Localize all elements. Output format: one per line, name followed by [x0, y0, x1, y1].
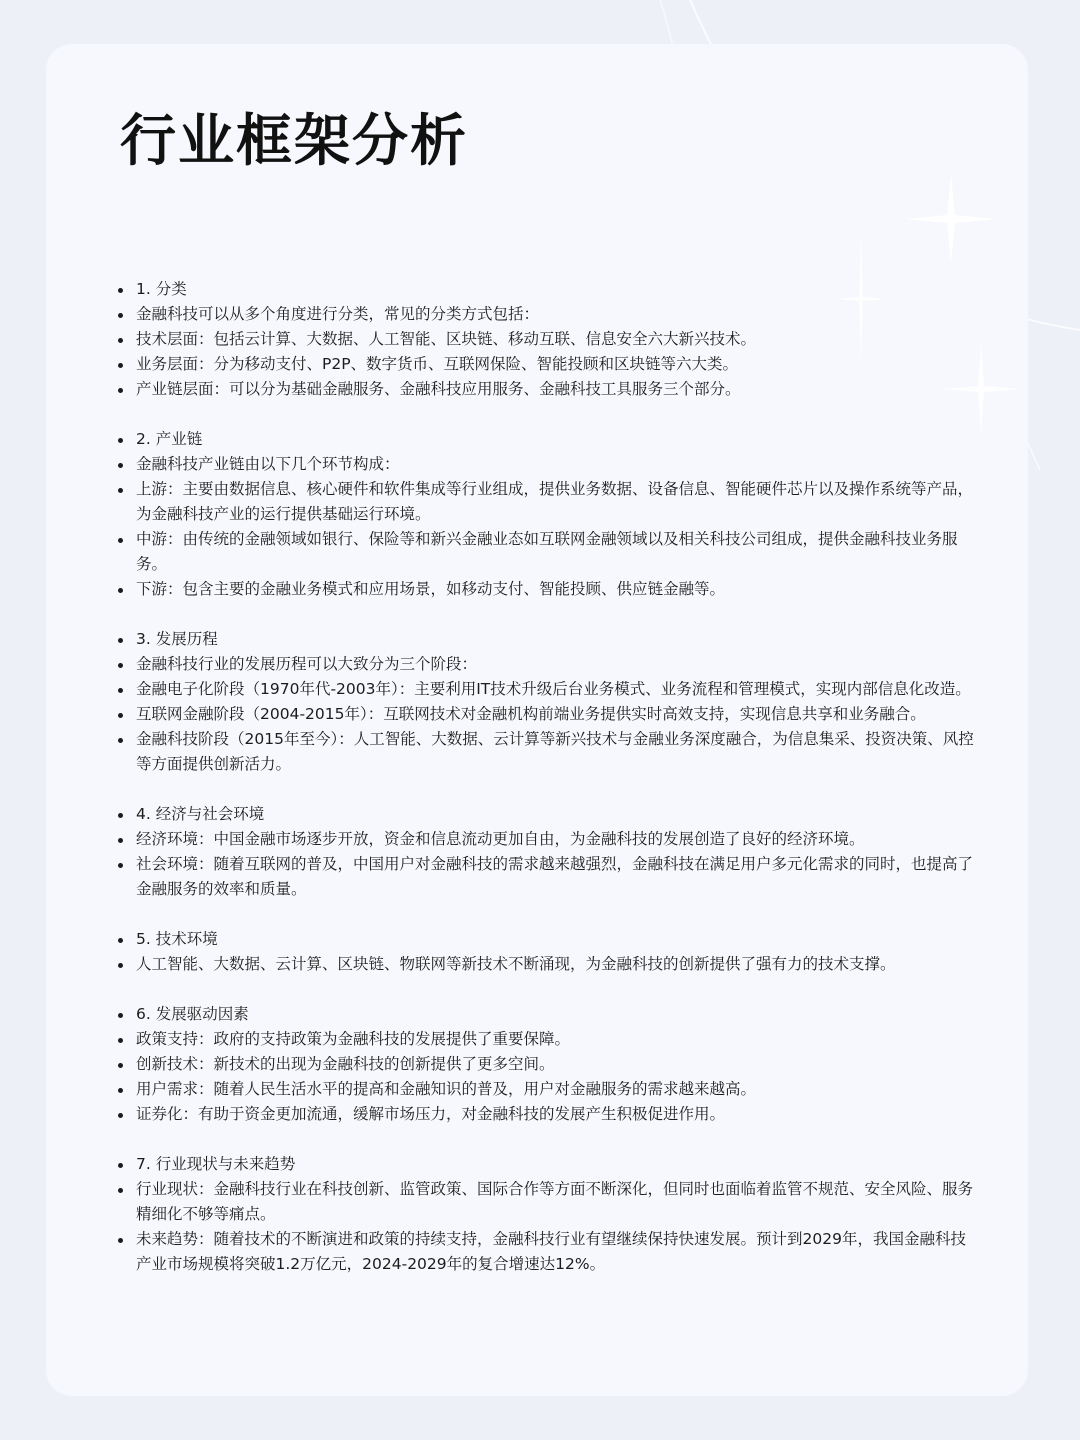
section-industry-chain	[116, 427, 976, 602]
item-text: 金融科技阶段（2015年至今）：人工智能、大数据、云计算等新兴技术与金融业务深度融合，为信息集采、投资决策、风控等方面提供创新活力。	[136, 730, 974, 773]
bullet-icon	[118, 1063, 123, 1068]
section-heading	[116, 1152, 976, 1177]
content-card	[46, 44, 1028, 1396]
bullet-icon	[118, 638, 123, 643]
bullet-icon	[118, 1013, 123, 1018]
section-status-trends	[116, 1152, 976, 1277]
section-heading	[116, 277, 976, 302]
item-text: 中游：由传统的金融领域如银行、保险等和新兴金融业态如互联网金融领域以及相关科技公司组成，提供金融科技业务服务。	[136, 530, 958, 573]
sparkle-icon	[906, 174, 996, 264]
list-item	[116, 1052, 976, 1077]
section-heading	[116, 1002, 976, 1027]
bullet-icon	[118, 313, 123, 318]
list-item	[116, 352, 976, 377]
bullet-icon	[118, 588, 123, 593]
bullet-icon	[118, 1038, 123, 1043]
page-title: 行业框架分析	[120, 109, 468, 174]
list-item	[116, 452, 976, 477]
item-text: 金融电子化阶段（1970年代-2003年）：主要利用IT技术升级后台业务模式、业务流程和管理模式，实现内部信息化改造。	[136, 680, 971, 698]
list-item	[116, 727, 976, 777]
item-text: 7. 行业现状与未来趋势	[136, 1155, 296, 1173]
bullet-icon	[118, 288, 123, 293]
bullet-icon	[118, 813, 123, 818]
item-text: 金融科技可以从多个角度进行分类，常见的分类方式包括：	[136, 305, 540, 323]
item-text: 4. 经济与社会环境	[136, 805, 265, 823]
bullet-icon	[118, 738, 123, 743]
bullet-icon	[118, 1188, 123, 1193]
item-text: 创新技术：新技术的出现为金融科技的创新提供了更多空间。	[136, 1055, 555, 1073]
item-text: 3. 发展历程	[136, 630, 218, 648]
section-drivers	[116, 1002, 976, 1127]
section-classification	[116, 277, 976, 402]
item-text: 下游：包含主要的金融业务模式和应用场景，如移动支付、智能投顾、供应链金融等。	[136, 580, 726, 598]
bullet-icon	[118, 688, 123, 693]
bullet-icon	[118, 938, 123, 943]
bullet-icon	[118, 388, 123, 393]
bullet-icon	[118, 713, 123, 718]
bullet-icon	[118, 1088, 123, 1093]
bullet-icon	[118, 838, 123, 843]
item-text: 2. 产业链	[136, 430, 203, 448]
item-text: 6. 发展驱动因素	[136, 1005, 249, 1023]
list-item	[116, 1077, 976, 1102]
list-item	[116, 827, 976, 852]
section-heading	[116, 627, 976, 652]
item-text: 技术层面：包括云计算、大数据、人工智能、区块链、移动互联、信息安全六大新兴技术。	[136, 330, 757, 348]
item-text: 上游：主要由数据信息、核心硬件和软件集成等行业组成，提供业务数据、设备信息、智能硬件芯片以及操作系统等产品，为金融科技产业的运行提供基础运行环境。	[136, 480, 974, 523]
bullet-icon	[118, 488, 123, 493]
bullet-icon	[118, 963, 123, 968]
item-text: 人工智能、大数据、云计算、区块链、物联网等新技术不断涌现，为金融科技的创新提供了强有力的技术支撑。	[136, 955, 896, 973]
item-text: 用户需求：随着人民生活水平的提高和金融知识的普及，用户对金融服务的需求越来越高。	[136, 1080, 757, 1098]
list-item	[116, 377, 976, 402]
item-text: 金融科技产业链由以下几个环节构成：	[136, 455, 400, 473]
section-heading	[116, 802, 976, 827]
section-heading	[116, 427, 976, 452]
item-text: 行业现状：金融科技行业在科技创新、监管政策、国际合作等方面不断深化，但同时也面临着监管不规范、安全风险、服务精细化不够等痛点。	[136, 1180, 974, 1223]
list-item	[116, 852, 976, 902]
bullet-icon	[118, 438, 123, 443]
list-item	[116, 1027, 976, 1052]
item-text: 产业链层面：可以分为基础金融服务、金融科技应用服务、金融科技工具服务三个部分。	[136, 380, 741, 398]
item-text: 社会环境：随着互联网的普及，中国用户对金融科技的需求越来越强烈，金融科技在满足用户多元化需求的同时，也提高了金融服务的效率和质量。	[136, 855, 974, 898]
bullet-icon	[118, 1238, 123, 1243]
bullet-icon	[118, 338, 123, 343]
content-body	[116, 277, 976, 1302]
bullet-icon	[118, 1163, 123, 1168]
bullet-icon	[118, 538, 123, 543]
section-history	[116, 627, 976, 777]
item-text: 互联网金融阶段（2004-2015年）：互联网技术对金融机构前端业务提供实时高效支持，实现信息共享和业务融合。	[136, 705, 926, 723]
bullet-icon	[118, 663, 123, 668]
list-item	[116, 652, 976, 677]
list-item	[116, 702, 976, 727]
section-environment	[116, 802, 976, 902]
list-item	[116, 1177, 976, 1227]
section-technology	[116, 927, 976, 977]
list-item	[116, 1102, 976, 1127]
item-text: 1. 分类	[136, 280, 187, 298]
section-heading	[116, 927, 976, 952]
list-item	[116, 477, 976, 527]
list-item	[116, 327, 976, 352]
item-text: 5. 技术环境	[136, 930, 218, 948]
item-text: 业务层面：分为移动支付、P2P、数字货币、互联网保险、智能投顾和区块链等六大类。	[136, 355, 739, 373]
bullet-icon	[118, 1113, 123, 1118]
item-text: 未来趋势：随着技术的不断演进和政策的持续支持，金融科技行业有望继续保持快速发展。预计到2029年，我国金融科技产业市场规模将突破1.2万亿元，2024-2029年的复合增速达12%。	[136, 1230, 966, 1273]
item-text: 政策支持：政府的支持政策为金融科技的发展提供了重要保障。	[136, 1030, 571, 1048]
list-item	[116, 527, 976, 577]
item-text: 证券化：有助于资金更加流通，缓解市场压力，对金融科技的发展产生积极促进作用。	[136, 1105, 726, 1123]
bullet-icon	[118, 363, 123, 368]
item-text: 金融科技行业的发展历程可以大致分为三个阶段：	[136, 655, 478, 673]
list-item	[116, 1227, 976, 1277]
bullet-icon	[118, 463, 123, 468]
bullet-icon	[118, 863, 123, 868]
item-text: 经济环境：中国金融市场逐步开放，资金和信息流动更加自由，为金融科技的发展创造了良好的经济环境。	[136, 830, 865, 848]
list-item	[116, 577, 976, 602]
list-item	[116, 952, 976, 977]
list-item	[116, 677, 976, 702]
list-item	[116, 302, 976, 327]
